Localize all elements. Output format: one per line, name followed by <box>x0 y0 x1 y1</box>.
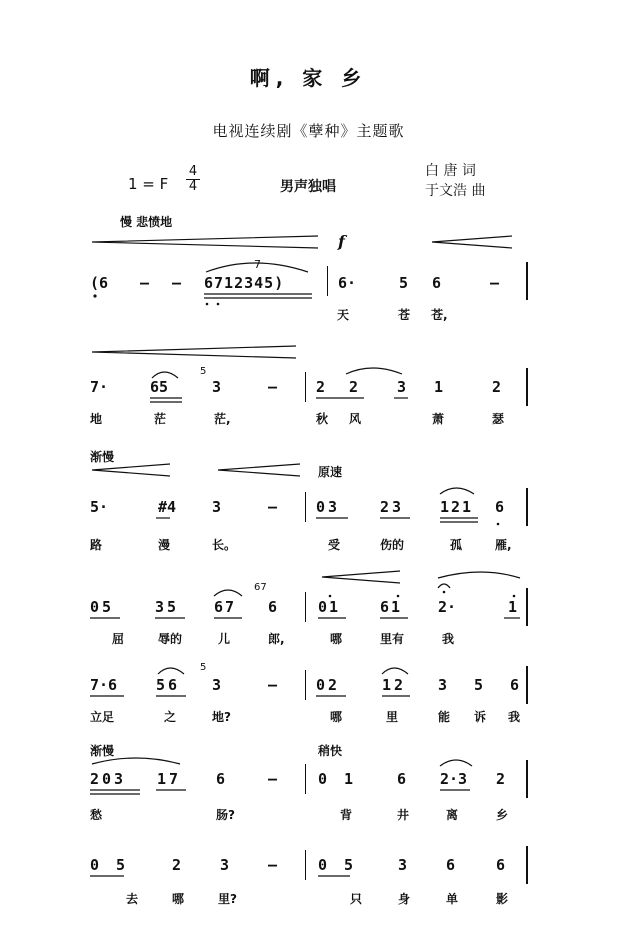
lyric: 影 <box>496 892 509 906</box>
octave-dot <box>329 595 332 598</box>
note: — <box>268 378 278 396</box>
note: 3 <box>212 378 222 396</box>
note: — <box>490 274 500 292</box>
lyric: 苍, <box>431 308 448 322</box>
note: — <box>268 856 278 874</box>
lyric: 地? <box>212 710 231 724</box>
note: 6 <box>446 856 456 874</box>
note: 17 <box>157 770 182 788</box>
tempo-mark-rit-2: 渐慢 <box>90 744 115 758</box>
lyric: 天 <box>337 308 350 322</box>
note: 56 <box>156 676 181 694</box>
fermata <box>438 584 450 588</box>
note: 6· <box>338 274 357 292</box>
note: 61 <box>380 598 403 616</box>
slur <box>440 760 472 766</box>
lyric: 背 <box>340 808 353 822</box>
note: — <box>268 498 278 516</box>
dynamic-forte: f <box>338 232 345 251</box>
lyric: 诉 <box>474 710 487 724</box>
lyric: 郎, <box>268 632 285 646</box>
note: 6712345) <box>204 274 285 292</box>
note: 67 <box>214 598 237 616</box>
octave-dot <box>513 595 516 598</box>
note: 12 <box>382 676 407 694</box>
note: 6 <box>510 676 520 694</box>
lyric: 漫 <box>158 538 171 552</box>
note: 6 <box>432 274 442 292</box>
lyric: 能 <box>438 710 451 724</box>
lyric: 风 <box>349 412 362 426</box>
tempo-mark-a-tempo: 原速 <box>318 465 343 479</box>
note: 1 <box>508 598 518 616</box>
note: 3 <box>398 856 408 874</box>
note: 6 <box>216 770 226 788</box>
song-subtitle: 电视连续剧《孽种》主题歌 <box>212 122 405 140</box>
grace-note: 5 <box>200 366 207 377</box>
note: 2 <box>316 378 326 396</box>
note: 3 <box>212 498 222 516</box>
note: 6 <box>268 598 278 616</box>
note: 203 <box>90 770 127 788</box>
note: 3 <box>220 856 230 874</box>
crescendo-hairpin <box>322 571 400 583</box>
lyric: 之 <box>164 710 177 724</box>
lyric: 瑟 <box>492 412 505 426</box>
tempo-mark-rit-1: 渐慢 <box>90 450 115 464</box>
slur <box>214 590 242 596</box>
lyric: 茫, <box>214 412 231 426</box>
note: 0 5 <box>318 856 358 874</box>
lyric: 愁 <box>90 808 103 822</box>
crescendo-hairpin <box>92 236 318 248</box>
lyric: 我 <box>442 632 455 646</box>
slur <box>438 572 520 578</box>
note: 23 <box>380 498 405 516</box>
note: 121 <box>440 498 474 516</box>
lyric: 长。 <box>212 538 237 552</box>
note: 65 <box>150 378 169 396</box>
note: — <box>140 274 150 292</box>
diminuendo-hairpin <box>92 346 296 358</box>
octave-dot <box>497 523 500 526</box>
note: 2· <box>438 598 457 616</box>
lyric: 哪 <box>330 710 343 724</box>
note: 05 <box>90 598 115 616</box>
diminuendo-hairpin <box>218 464 300 476</box>
lyric: 屈 <box>112 632 125 646</box>
note: 3 <box>397 378 407 396</box>
note: 7·6 <box>90 676 118 694</box>
lyric: 里 <box>386 710 399 724</box>
lyric: 儿 <box>218 632 231 646</box>
lyric: 雁, <box>495 538 512 552</box>
lyric: 萧 <box>432 412 445 426</box>
note: 2·3 <box>440 770 468 788</box>
slur <box>440 488 474 494</box>
grace-note: 5 <box>200 662 207 673</box>
slur <box>346 368 402 374</box>
note: 2 <box>349 378 359 396</box>
lyric: 单 <box>446 892 459 906</box>
lyric: 路 <box>90 538 103 552</box>
lyric: 苍 <box>398 308 411 322</box>
lyric: 里? <box>218 892 237 906</box>
note: 6 <box>496 856 506 874</box>
lyric: 辱的 <box>158 632 183 646</box>
note: 6 <box>397 770 407 788</box>
note: 02 <box>316 676 341 694</box>
note: — <box>172 274 182 292</box>
note: #4 <box>158 498 177 516</box>
note: 3 <box>212 676 222 694</box>
note: 0 5 <box>90 856 130 874</box>
lyric: 孤 <box>450 538 463 552</box>
note: — <box>268 770 278 788</box>
lyric: 井 <box>397 808 410 822</box>
lyric: 茫 <box>154 412 167 426</box>
tuplet-number: 7 <box>254 258 261 271</box>
note: 5 <box>399 274 409 292</box>
tempo-mark-faster: 稍快 <box>318 744 343 758</box>
octave-dot <box>217 303 220 306</box>
note: 2 <box>496 770 506 788</box>
note: 03 <box>316 498 341 516</box>
lyric: 去 <box>126 892 139 906</box>
lyric: 里有 <box>380 632 405 646</box>
lyric: 哪 <box>330 632 343 646</box>
lyric: 伤的 <box>380 538 405 552</box>
grace-note: 67 <box>254 582 267 593</box>
lyric: 地 <box>90 412 103 426</box>
lyric: 只 <box>350 892 363 906</box>
note: 1 <box>434 378 444 396</box>
octave-dot <box>206 303 209 306</box>
slur <box>206 263 308 272</box>
lyric: 哪 <box>172 892 185 906</box>
note: 7· <box>90 378 109 396</box>
slur <box>92 758 180 764</box>
octave-dot <box>443 591 446 594</box>
tempo-mark-start: 慢 悲愤地 <box>120 215 173 229</box>
lyric: 肠? <box>216 808 235 822</box>
lyric: 立足 <box>90 710 115 724</box>
composer-credit: 于文浩 曲 <box>425 183 486 199</box>
note: 2 <box>492 378 502 396</box>
lyric: 乡 <box>496 808 509 822</box>
lyric: 我 <box>508 710 521 724</box>
octave-dot <box>93 294 96 297</box>
lyric: 秋 <box>316 412 329 426</box>
performance-type: 男声独唱 <box>280 179 336 195</box>
note: 6 <box>495 498 505 516</box>
crescendo-hairpin <box>92 464 170 476</box>
note: 5· <box>90 498 109 516</box>
slur <box>152 372 178 378</box>
note: 2 <box>172 856 182 874</box>
key-signature: 1 = F <box>128 175 169 193</box>
diminuendo-hairpin <box>432 236 512 248</box>
lyricist-credit: 白 唐 词 <box>425 163 476 179</box>
lyric: 身 <box>398 892 411 906</box>
song-title: 啊, 家 乡 <box>249 66 368 90</box>
time-sig-bottom: 4 <box>186 179 200 194</box>
time-sig-top: 4 <box>188 164 198 179</box>
slur <box>158 668 184 674</box>
slur <box>382 668 408 674</box>
note: — <box>268 676 278 694</box>
octave-dot <box>397 595 400 598</box>
note: 5 <box>474 676 484 694</box>
note: (6 <box>90 274 109 292</box>
note: 01 <box>318 598 341 616</box>
lyric: 离 <box>446 808 459 822</box>
note: 35 <box>155 598 180 616</box>
lyric: 受 <box>328 538 341 552</box>
note: 3 <box>438 676 448 694</box>
note: 0 1 <box>318 770 358 788</box>
